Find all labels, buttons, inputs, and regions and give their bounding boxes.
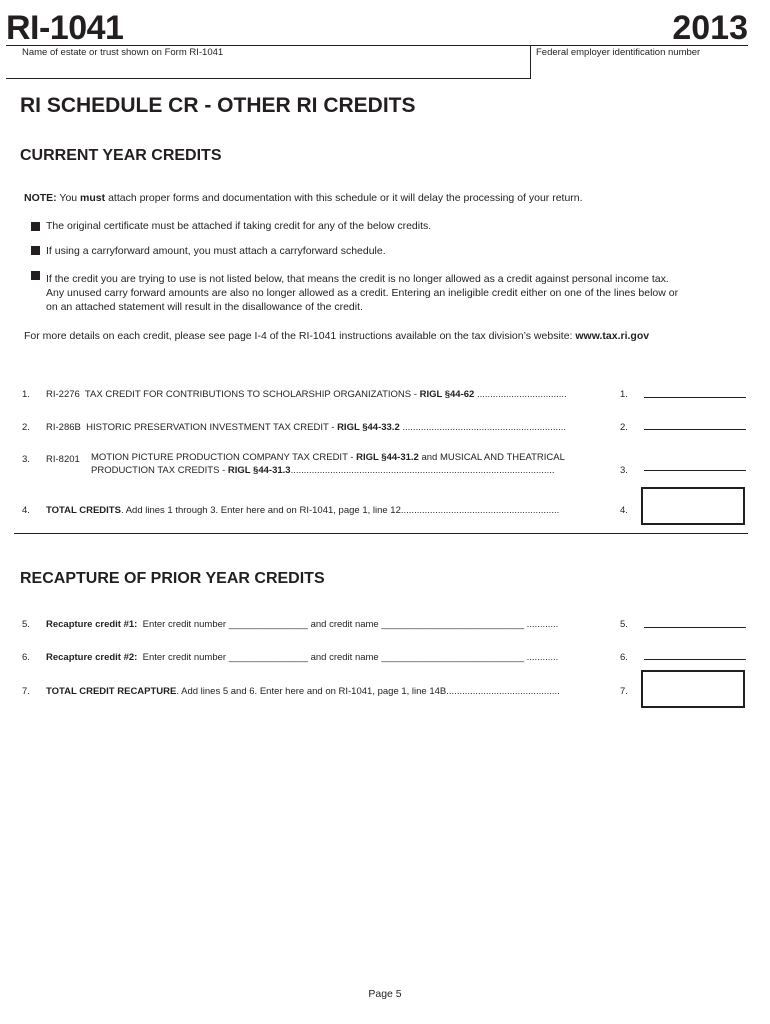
header-rule	[6, 45, 748, 46]
line-box-label: 7.	[620, 686, 628, 697]
bullet-text: The original certificate must be attached if taking credit for any of the below credits.	[46, 220, 432, 232]
bullet-text: Any unused carry forward amounts are also no longer allowed as a credit. Entering an ineligible credit either on one of the lines below or	[46, 287, 679, 299]
line-7-description: TOTAL CREDIT RECAPTURE. Add lines 5 and 6. Enter here and on RI-1041, page 1, line 14B...........................................	[46, 686, 560, 697]
line-box-label: 6.	[620, 652, 628, 663]
line-3-code: RI-8201	[46, 454, 80, 465]
tax-year: 2013	[672, 9, 748, 47]
line-5-description: Recapture credit #1: Enter credit number _______________ and credit name ___________________________ ............	[46, 619, 559, 630]
tax-website-link[interactable]: www.tax.ri.gov	[575, 330, 650, 342]
current-credits-heading: CURRENT YEAR CREDITS	[20, 147, 222, 164]
note-label: NOTE:	[24, 192, 57, 204]
line-6-amount-field[interactable]	[644, 659, 746, 660]
schedule-title: RI SCHEDULE CR - OTHER RI CREDITS	[20, 94, 416, 117]
total-credits-field[interactable]	[641, 487, 745, 525]
section-divider	[14, 533, 748, 534]
line-2-amount-field[interactable]	[644, 429, 746, 430]
line-number: 1.	[22, 389, 30, 400]
line-number: 2.	[22, 422, 30, 433]
bullet-square-icon	[31, 222, 40, 231]
line-3-amount-field[interactable]	[644, 470, 746, 471]
details-text: For more details on each credit, please see page I-4 of the RI-1041 instructions available on the tax division’s website: www.tax.ri.gov	[24, 330, 650, 342]
line-box-label: 4.	[620, 505, 628, 516]
form-id: RI-1041	[6, 9, 124, 47]
recapture-heading: RECAPTURE OF PRIOR YEAR CREDITS	[20, 570, 325, 587]
header-divider	[530, 45, 531, 79]
total-recapture-field[interactable]	[641, 670, 745, 708]
line-number: 5.	[22, 619, 30, 630]
bullet-text: If using a carryforward amount, you must attach a carryforward schedule.	[46, 245, 386, 257]
line-box-label: 1.	[620, 389, 628, 400]
line-number: 7.	[22, 686, 30, 697]
estate-name-field[interactable]: Name of estate or trust shown on Form RI-1041	[22, 47, 224, 58]
name-field-underline	[6, 78, 530, 79]
line-3-description: MOTION PICTURE PRODUCTION COMPANY TAX CREDIT - RIGL §44-31.2 and MUSICAL AND THEATRICAL	[91, 452, 565, 463]
note-text: NOTE: You must attach proper forms and documentation with this schedule or it will delay the processing of your return.	[24, 192, 583, 204]
line-2-description: RI-286B HISTORIC PRESERVATION INVESTMENT TAX CREDIT - RIGL §44-33.2 ..............................................................	[46, 422, 567, 433]
bullet-text: If the credit you are trying to use is not listed below, that means the credit is no longer allowed as a credit against personal income tax.	[46, 273, 669, 285]
line-number: 6.	[22, 652, 30, 663]
line-4-description: TOTAL CREDITS. Add lines 1 through 3. Enter here and on RI-1041, page 1, line 12............................................................	[46, 505, 560, 516]
page-number: Page 5	[368, 988, 402, 1000]
line-1-description: RI-2276 TAX CREDIT FOR CONTRIBUTIONS TO SCHOLARSHIP ORGANIZATIONS - RIGL §44-62 ..................................	[46, 389, 567, 400]
line-3-description-cont: PRODUCTION TAX CREDITS - RIGL §44-31.3....................................................................................................	[91, 465, 555, 476]
bullet-square-icon	[31, 246, 40, 255]
line-5-amount-field[interactable]	[644, 627, 746, 628]
line-1-amount-field[interactable]	[644, 397, 746, 398]
line-box-label: 3.	[620, 465, 628, 476]
bullet-text: on an attached statement will result in the disallowance of the credit.	[46, 301, 363, 313]
line-number: 4.	[22, 505, 30, 516]
line-number: 3.	[22, 454, 30, 465]
line-box-label: 5.	[620, 619, 628, 630]
fein-field[interactable]: Federal employer identification number	[536, 47, 701, 58]
bullet-square-icon	[31, 271, 40, 280]
line-6-description: Recapture credit #2: Enter credit number _______________ and credit name ___________________________ ............	[46, 652, 559, 663]
line-box-label: 2.	[620, 422, 628, 433]
